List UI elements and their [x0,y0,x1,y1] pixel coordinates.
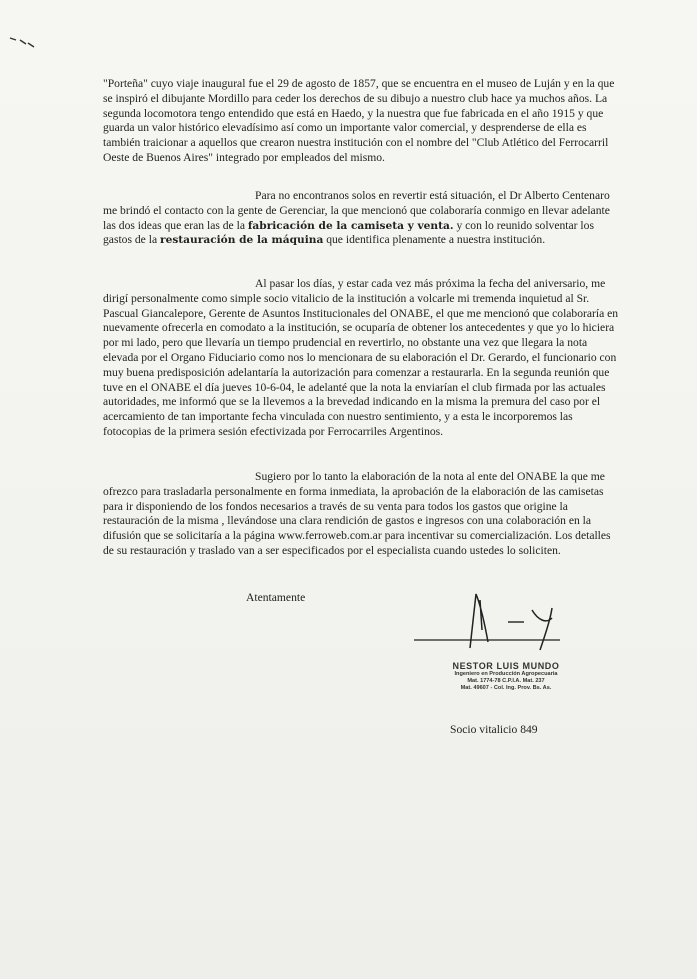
paragraph-text: y con lo reunido solventar los gastos de la [103,218,594,247]
paragraph-suggestion: Sugiero por lo tanto la elaboración de la nota al ente del ONABE la que me ofrezco para trasladarla personalmente en forma inmediata, la aprobación de la elaboración de las camisetas para ir disponiendo de los fondos necesarios a través de su venta para todos los gastos que origine la restauración de la misma , llevándose una clara rendición de gastos e ingresos con una colaboración en la difusión que se solicitaría a la página www.ferroweb.com.ar para incentivar su comercialización. Los detalles de su restauración y traslado van a ser especificados por el especialista cuando ustedes lo soliciten. [103,470,611,557]
paragraph-onabe-meetings: Al pasar los días, y estar cada vez más próxima la fecha del aniversario, me dirigí personalmente como simple socio vitalicio de la institución a volcarle mi tremenda inquietud al Sr. Pascual Giancalepore, Gerente de Asuntos Institucionales del ONABE, el que me mencionó que colaboraría en nuevamente ofrecerla en comodato a la institución, se ocuparía de obtener los antecedentes y que yo lo hiciera por mi lado, pero que llevaría un tiempo prudencial en revertirlo, no obstante una vez que llegara la nota elevada por el Organo Fiduciario como nos lo mencionara de su elaboración el Dr. Gerardo, el funcionario con muy buena predisposición adelantaría la autorización para comenzar a restaurarla. En la segunda reunión que tuve en el ONABE el día jueves 10-6-04, le adelanté que la nota la enviarían el club firmada por las actuales autoridades, me informó que se la llevemos a la brevedad indicando en la misma la premura del caso por el acercamiento de tan importante fecha vinculada con nuestro sentimiento, y a esta le incorporemos las fotocopias de la primera sesión efectivizada por Ferrocarriles Argentinos. [103,277,619,438]
paragraph-locomotive-history: "Porteña" cuyo viaje inaugural fue el 29 de agosto de 1857, que se encuentra en el museo de Luján y en la que se inspiró el dibujante Mordillo para ceder los derechos de su dibujo a nuestro club hace ya muchos años. La segunda locomotora tengo entendido que está en Haedo, y la nuestra que fue fabricada en el año 1915 y que guarda un valor histórico elevadísimo así como un importante valor comercial, y desprenderse de ella es también traicionar a aquellos que crearon nuestra institución con el nombre del "Club Atlético del Ferrocarril Oeste de Buenos Aires" integrado por empleados del mismo. [103,77,615,164]
signature-stamp [436,661,576,692]
signer-registration-2: Mat. 49607 - Col. Ing. Prov. Bs. As. [460,685,552,691]
signer-name: NESTOR LUIS MUNDO [452,661,560,671]
bold-shirt-sales: fabricación de la camiseta y venta. [247,219,454,232]
closing-salutation: Atentamente [246,591,306,604]
signer-title: Ingeniero en Producción Agropecuaria [454,671,558,677]
membership-number: Socio vitalicio 849 [450,723,538,736]
handwritten-signature [410,590,570,654]
bold-machine-restoration: restauración de la máquina [160,234,324,247]
scan-mark-icon [8,34,38,48]
signer-registration-1: Mat. 1774-78 C.P.I.A. Mat. 237 [467,678,545,684]
paragraph-funding-plan [103,189,623,248]
paragraph-text: que identifica plenamente a nuestra institución. [323,233,546,247]
paragraph-text: Para no encontranos solos en revertir está situación, el Dr Alberto Centenaro me brindó el contacto con la gente de Gerenciar, la que mencionó que colaboraría conmigo en llevar adelante las dos ideas que eran las de la [103,189,610,232]
